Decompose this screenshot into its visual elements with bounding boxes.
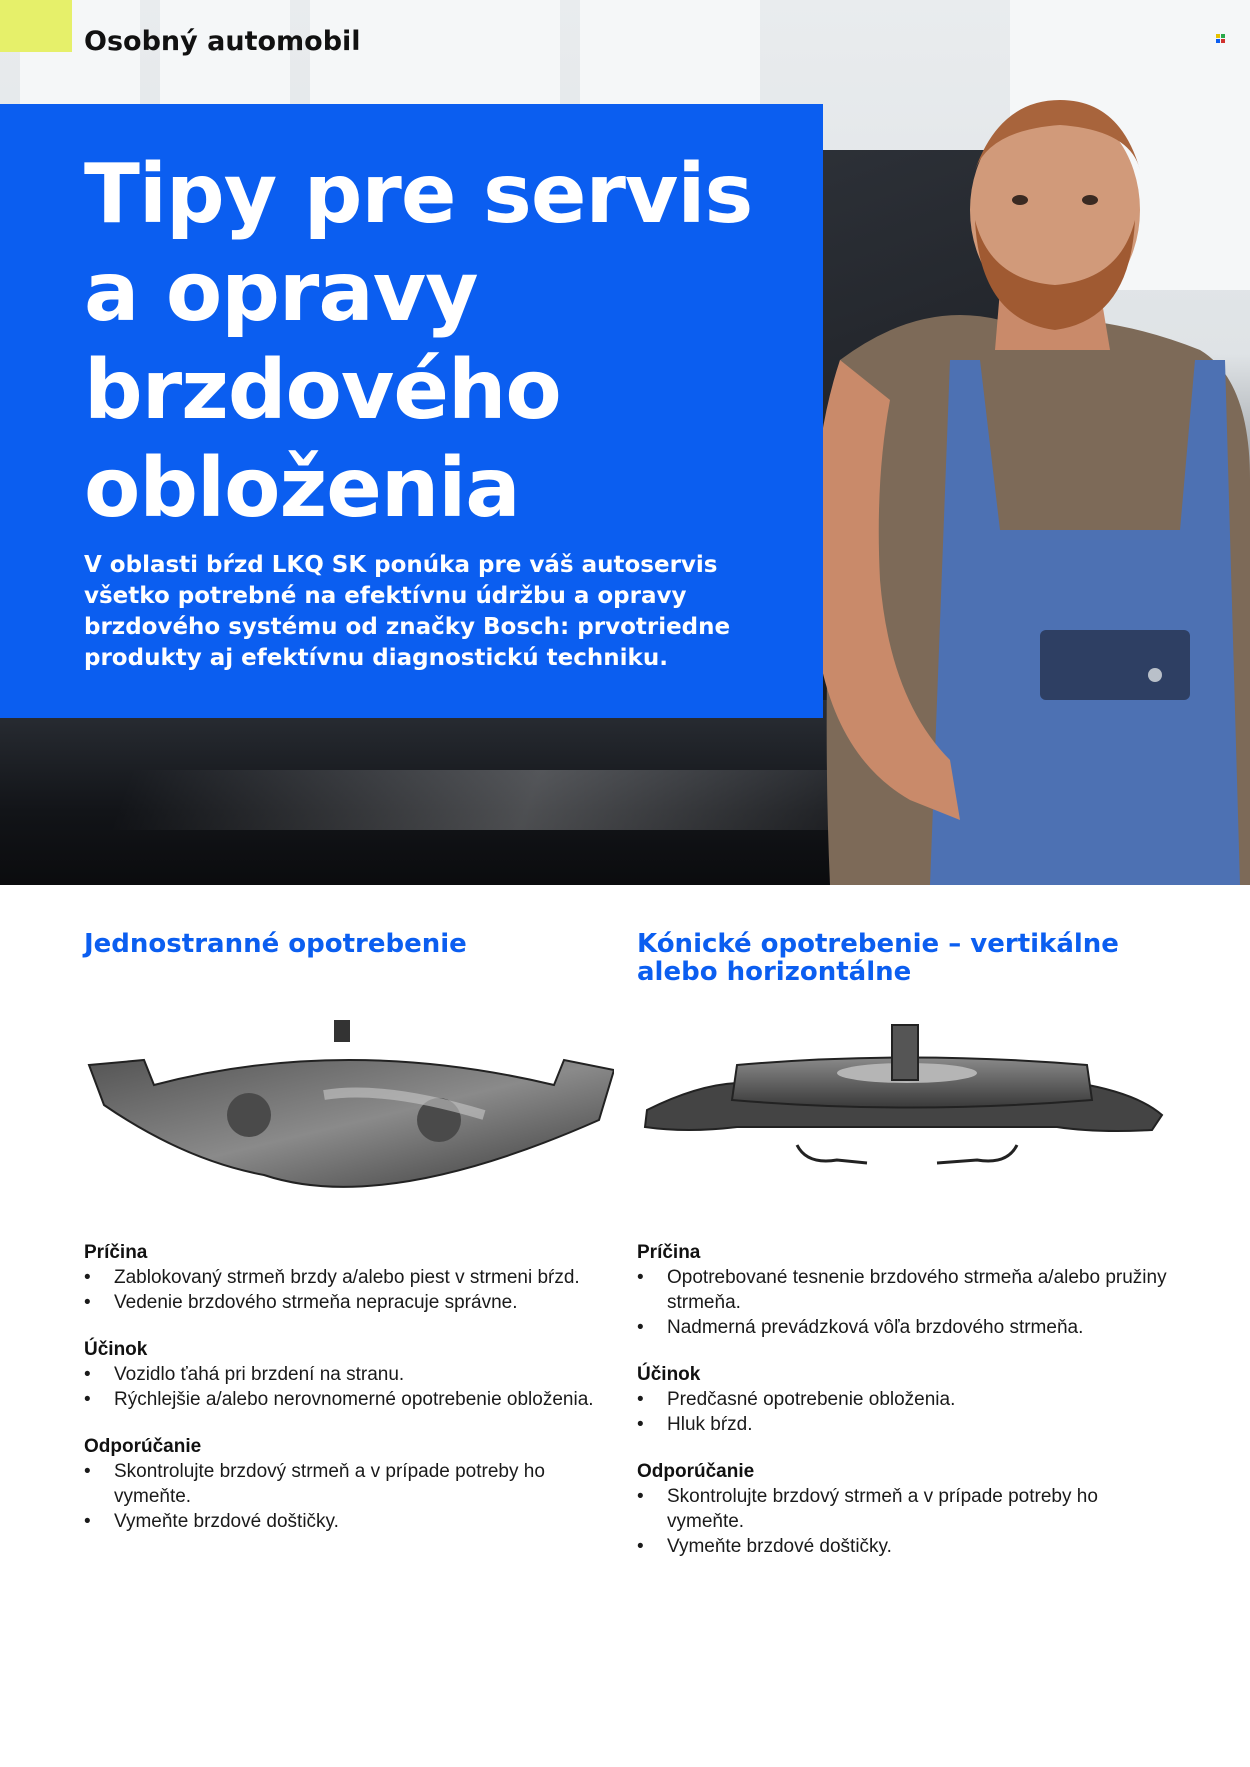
list-item: • Vymeňte brzdové doštičky.: [84, 1509, 624, 1534]
section-heading-left: [84, 930, 624, 958]
list-item: • Vozidlo ťahá pri brzdení na stranu.: [84, 1362, 624, 1387]
accent-block: [0, 0, 72, 52]
list-item: • Hluk bŕzd.: [637, 1412, 1177, 1437]
tapered-brake-pad-image: [637, 1015, 1167, 1195]
bullet-list: [637, 1265, 1177, 1340]
intro-paragraph: V oblasti bŕzd LKQ SK ponúka pre váš autoservis všetko potrebné na efektívnu údržbu a opravy brzdového systému od značky Bosch: prvotriedne produkty aj efektívnu diagnostickú techniku.: [84, 552, 731, 671]
worn-brake-pad-image: [84, 1015, 614, 1195]
bullet-list: [84, 1459, 624, 1534]
title-line: brzdového: [84, 343, 561, 438]
list-item: • Rýchlejšie a/alebo nerovnomerné opotrebenie obloženia.: [84, 1387, 624, 1412]
list-item: • Vedenie brzdového strmeňa nepracuje správne.: [84, 1290, 624, 1315]
bullet-list: [84, 1265, 624, 1315]
list-item: • Predčasné opotrebenie obloženia.: [637, 1387, 1177, 1412]
info-block-right: [637, 1240, 1177, 1581]
list-item: • Skontrolujte brzdový strmeň a v prípade potreby ho vymeňte.: [637, 1484, 1177, 1534]
bullet-list: [637, 1387, 1177, 1437]
mechanic-figure: [800, 60, 1250, 885]
section-heading-right: [637, 930, 1177, 986]
group-title: Príčina: [84, 1242, 148, 1263]
page-title: [84, 146, 814, 538]
bullet-list: [637, 1484, 1177, 1559]
group-title: Odporúčanie: [637, 1461, 755, 1482]
group-title: Účinok: [637, 1364, 701, 1385]
group-title: Príčina: [637, 1242, 701, 1263]
list-item: • Skontrolujte brzdový strmeň a v prípade potreby ho vymeňte.: [84, 1459, 624, 1509]
bullet-list: [84, 1362, 624, 1412]
list-item: • Vymeňte brzdové doštičky.: [637, 1534, 1177, 1559]
brand-mark-icon: [1216, 34, 1225, 43]
title-line: Tipy pre servis: [84, 147, 753, 242]
group-title: Odporúčanie: [84, 1436, 202, 1457]
list-item: • Nadmerná prevádzková vôľa brzdového strmeňa.: [637, 1315, 1177, 1340]
title-line: obloženia: [84, 441, 520, 536]
info-block-left: [84, 1240, 624, 1556]
group-title: Účinok: [84, 1339, 148, 1360]
title-line: a opravy: [84, 245, 478, 340]
list-item: • Opotrebované tesnenie brzdového strmeňa a/alebo pružiny strmeňa.: [637, 1265, 1177, 1315]
section-label: Osobný automobil: [84, 26, 361, 57]
list-item: • Zablokovaný strmeň brzdy a/alebo piest v strmeni bŕzd.: [84, 1265, 624, 1290]
section-heading: Jednostranné opotrebenie: [84, 929, 467, 959]
section-heading: Kónické opotrebenie – vertikálne alebo horizontálne: [637, 929, 1119, 987]
